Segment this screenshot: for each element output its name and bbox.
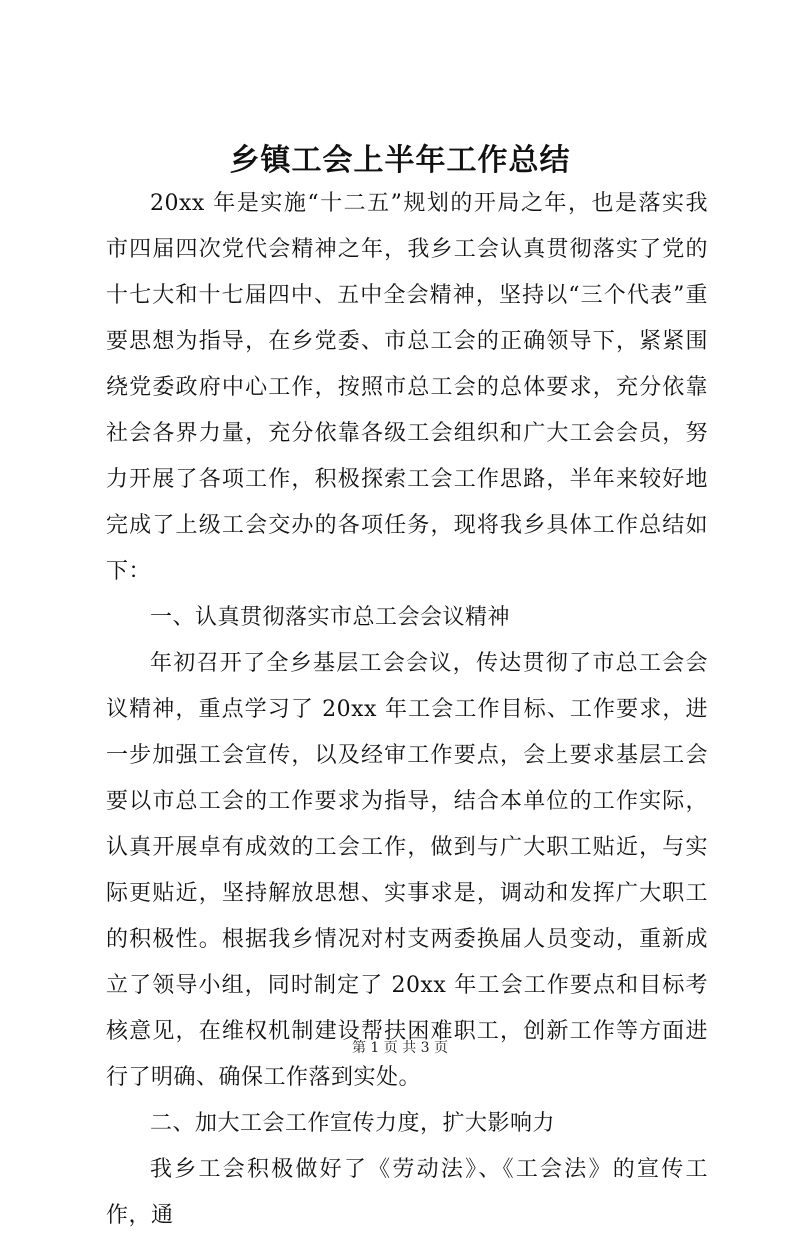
page-footer xyxy=(0,1038,800,1058)
paragraph-section-2: 我乡工会积极做好了《劳动法》、《工会法》的宣传工作，通 xyxy=(106,1157,708,1228)
document-title: 乡镇工会上半年工作总结 xyxy=(229,143,571,178)
section-heading-1: 一、认真贯彻落实市总工会会议精神 xyxy=(150,605,511,630)
document-body xyxy=(106,181,708,1239)
page-number-label: 第 1 页 共 3 页 xyxy=(351,1040,449,1056)
paragraph-intro: 20xx 年是实施“十二五”规划的开局之年，也是落实我市四届四次党代会精神之年，我乡工会认真贯彻落实了党的十七大和十七届四中、五中全会精神，坚持以“三个代表”重要思想为指导，在乡党委、市总工会的正确领导下，紧紧围绕党委政府中心工作，按照市总工会的总体要求，充分依靠社会各界力量，充分依靠各级工会组织和广大工会会员，努力开展了各项工作，积极探索工会工作思路，半年来较好地完成了上级工会交办的各项任务，现将我乡具体工作总结如下： xyxy=(106,191,708,584)
paragraph-section-1: 年初召开了全乡基层工会会议，传达贯彻了市总工会会议精神，重点学习了 20xx 年工会工作目标、工作要求，进一步加强工会宣传，以及经审工作要点，会上要求基层工会要以市总工会的工作要求为指导，结合本单位的工作实际，认真开展卓有成效的工会工作，做到与广大职工贴近，与实际更贴近，坚持解放思想、实事求是，调动和发挥广大职工的积极性。根据我乡情况对村支两委换届人员变动，重新成立了领导小组，同时制定了 20xx 年工会工作要点和目标考核意见，在维权机制建设帮扶困难职工，创新工作等方面进行了明确、确保工作落到实处。 xyxy=(106,651,708,1090)
section-heading-2: 二、加大工会工作宣传力度，扩大影响力 xyxy=(150,1111,556,1136)
